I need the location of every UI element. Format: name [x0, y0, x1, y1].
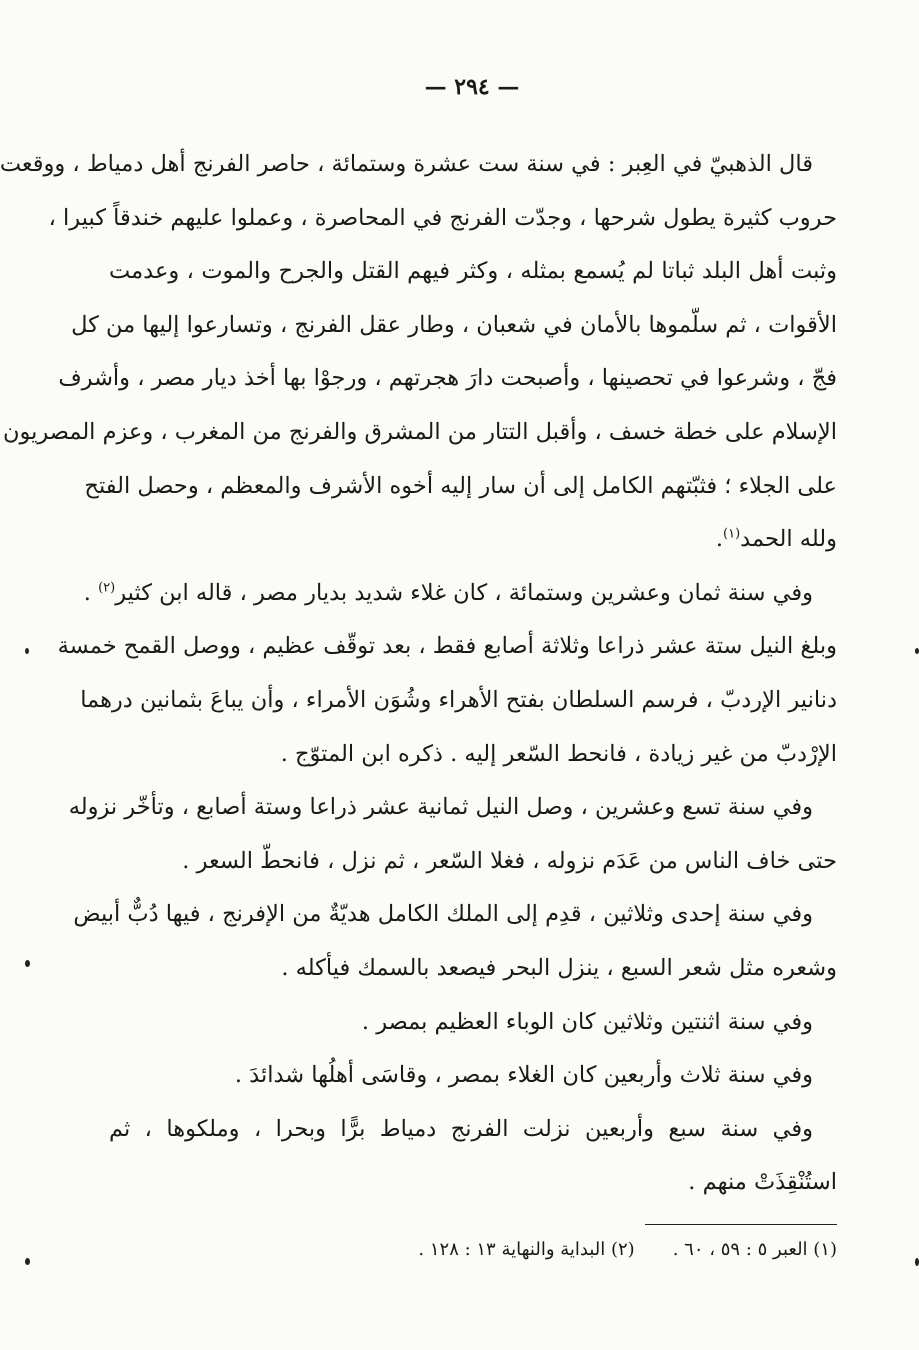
text-line: الأقوات ، ثم سلّموها بالأمان في شعبان ، وطار عقل الفرنج ، وتسارعوا إليها من كل — [71, 311, 837, 338]
text-line: حتى خاف الناس من عَدَم نزوله ، فغلا السّعر ، ثم نزل ، فانحطّ السعر . — [182, 847, 837, 874]
text-line: وفي سنة ثلاث وأربعين كان الغلاء بمصر ، وقاسَى أهلُها شدائدَ . — [234, 1062, 813, 1089]
text-line: استُنْقِذَتْ منهم . — [688, 1169, 837, 1196]
text-fragment: وفي سنة ثمان وعشرين وستمائة ، كان غلاء شديد بديار مصر ، قاله ابن كثير — [115, 579, 813, 606]
scan-mark — [915, 648, 919, 654]
scan-mark — [25, 1258, 30, 1265]
footnotes — [109, 1236, 837, 1264]
scan-mark — [25, 960, 30, 967]
text-line: وفي سنة ثمان وعشرين وستمائة ، كان غلاء شديد بديار مصر ، قاله ابن كثير$^{(٢)}$ . — [83, 579, 813, 606]
scan-mark — [915, 1258, 919, 1266]
text-line: الإرْدبّ من غير زيادة ، فانحط السّعر إليه . ذكره ابن المتوّج . — [280, 740, 837, 767]
text-line: وفي سنة إحدى وثلاثين ، قدِم إلى الملك الكامل هديّةٌ من الإفرنج ، فيها دُبٌّ أبيض — [73, 901, 813, 928]
text-line: وفي سنة تسع وعشرين ، وصل النيل ثمانية عشر ذراعا وستة أصابع ، وتأخّر نزوله — [68, 794, 813, 821]
text-fragment: ولله الحمد — [740, 526, 837, 553]
text-line: وبلغ النيل ستة عشر ذراعا وثلاثة أصابع فقط ، بعد توقّف عظيم ، ووصل القمح خمسة — [57, 633, 837, 660]
main-text — [0, 138, 837, 1210]
footnote-divider — [645, 1224, 837, 1225]
footnote-1: (١) العبر ٥ : ٥٩ ، ٦٠ . — [672, 1239, 837, 1260]
footnote-ref-2: (٢) — [98, 580, 116, 596]
text-line: ولله الحمد$^{(١)}$. — [715, 526, 837, 553]
text-line: فجّ ، وشرعوا في تحصينها ، وأصبحت دارَ هجرتهم ، ورجوْا بها أخذ ديار مصر ، وأشرف — [58, 365, 837, 392]
text-line: وفي سنة سبع وأربعين نزلت الفرنج دمياط برًّا وبحرا ، وملكوها ، ثم — [109, 1115, 813, 1142]
page-number: — ٢٩٤ — — [424, 74, 520, 100]
text-line: قال الذهبيّ في العِبر : في سنة ست عشرة وستمائة ، حاصر الفرنج أهل دمياط ، ووقعت — [0, 151, 813, 177]
text-line: دنانير الإردبّ ، فرسم السلطان بفتح الأهراء وشُوَن الأمراء ، وأن يباعَ بثمانين درهما — [80, 686, 837, 713]
text-line: حروب كثيرة يطول شرحها ، وجدّت الفرنج في المحاصرة ، وعملوا عليهم خندقاً كبيرا ، — [48, 204, 837, 231]
text-line: على الجلاء ؛ فثبّتهم الكامل إلى أن سار إليه أخوه الأشرف والمعظم ، وحصل الفتح — [84, 472, 837, 499]
text-line: وثبت أهل البلد ثباتا لم يُسمع بمثله ، وكثر فيهم القتل والجرح والموت ، وعدمت — [109, 258, 837, 285]
text-line: وفي سنة اثنتين وثلاثين كان الوباء العظيم بمصر . — [361, 1008, 813, 1035]
footnote-2: (٢) البداية والنهاية ١٣ : ١٢٨ . — [418, 1239, 635, 1260]
scan-mark — [25, 648, 29, 654]
text-line: وشعره مثل شعر السبع ، ينزل البحر فيصعد بالسمك فيأكله . — [281, 954, 837, 981]
text-line: الإسلام على خطة خسف ، وأقبل التتار من المشرق والفرنج من المغرب ، وعزم المصريون — [2, 418, 837, 445]
footnote-ref-1: (١) — [723, 526, 741, 542]
